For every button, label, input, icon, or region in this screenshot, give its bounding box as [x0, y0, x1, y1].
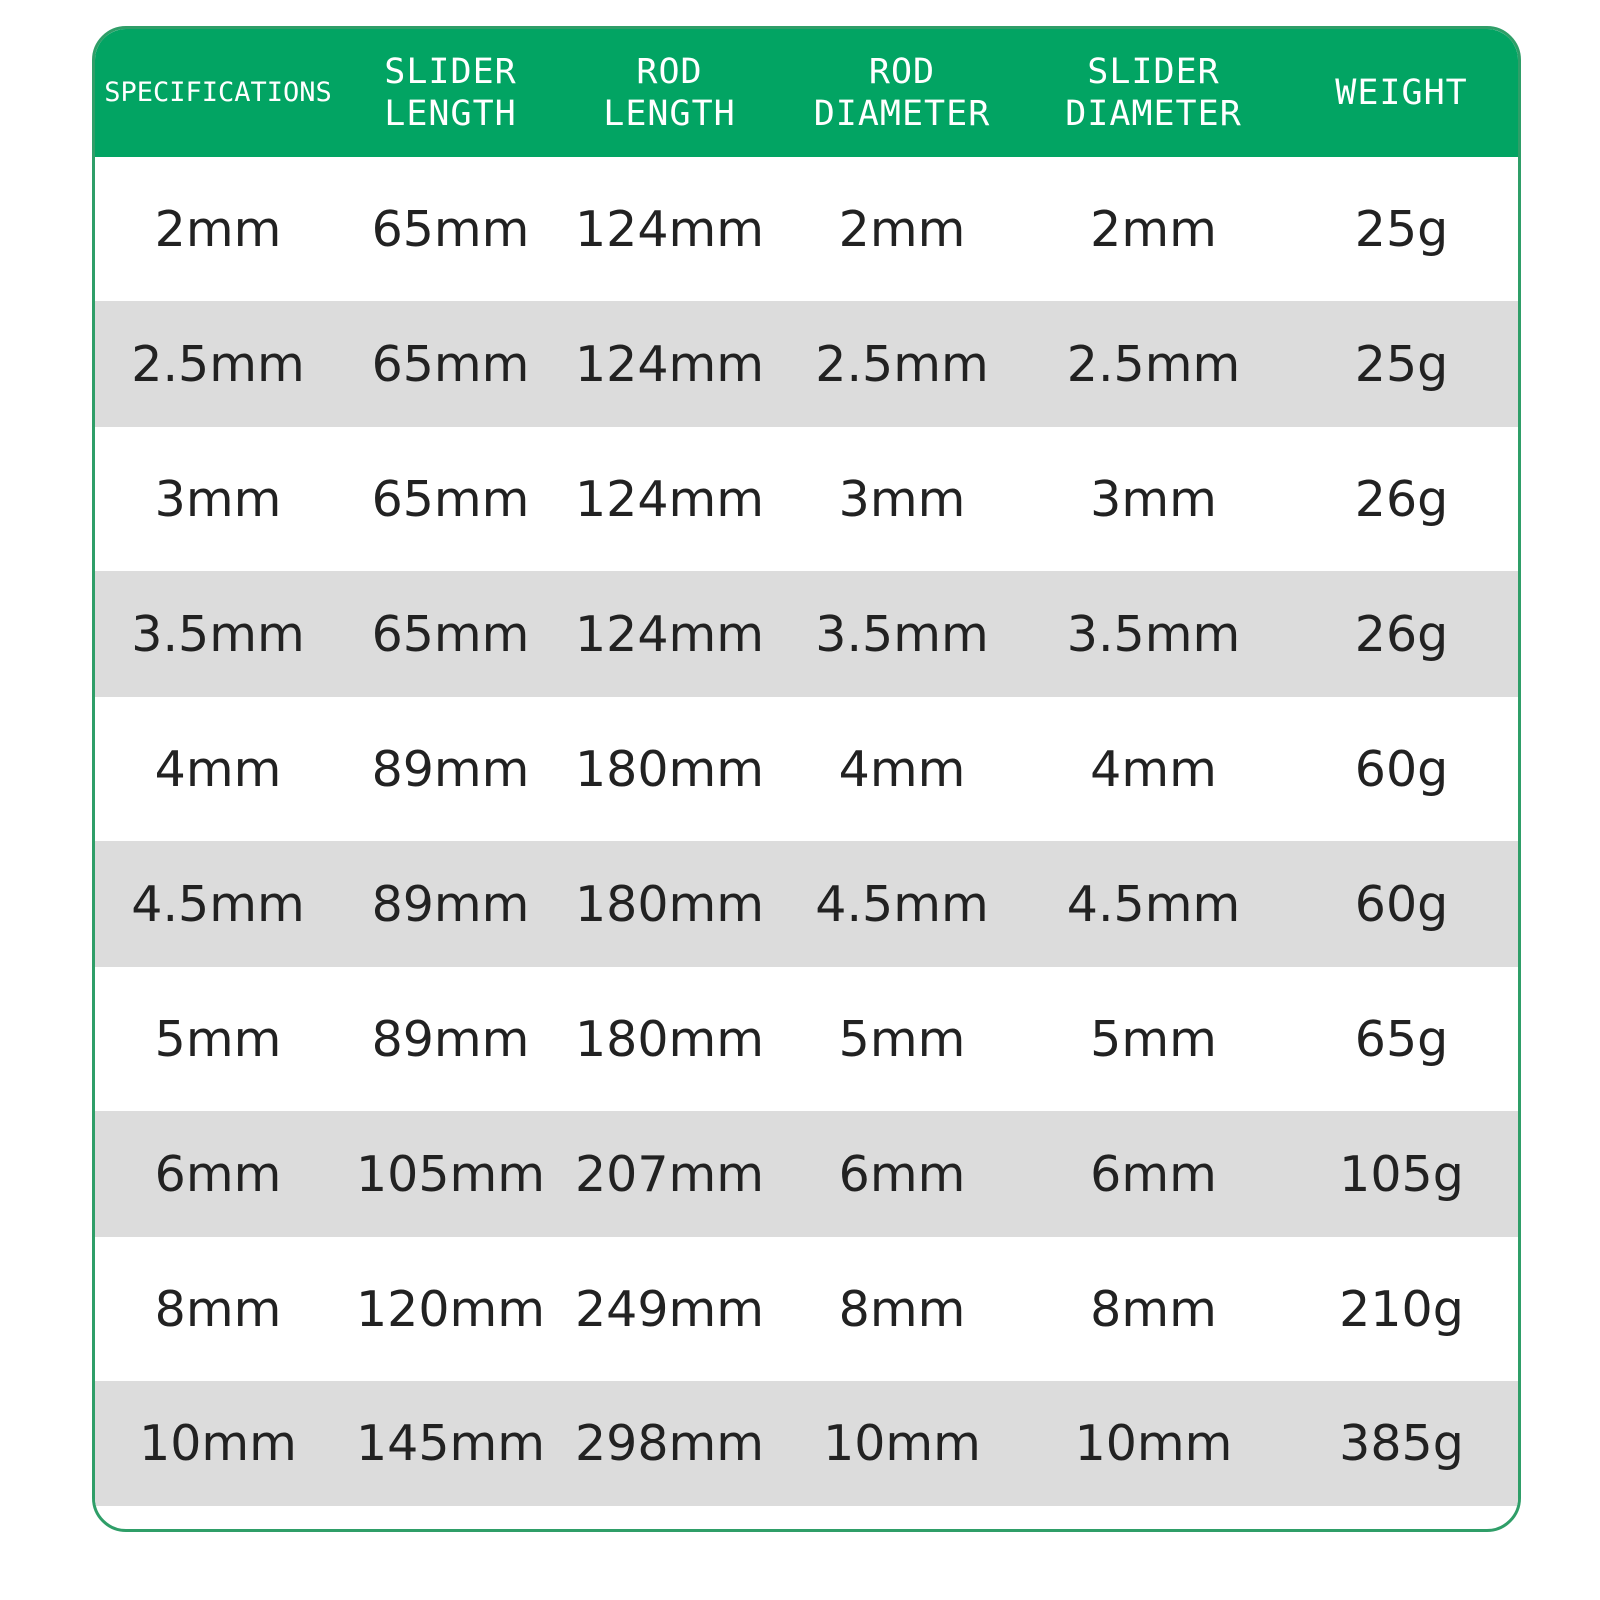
header-slider-diameter: SLIDER DIAMETER — [1065, 52, 1242, 134]
table-row — [95, 571, 1518, 697]
cell-slider-diameter: 8mm — [1090, 1280, 1217, 1338]
cell-rod-length: 124mm — [575, 470, 764, 528]
cell-rod-diameter: 10mm — [823, 1415, 981, 1472]
cell-slider-diameter: 3mm — [1090, 470, 1217, 528]
table-body — [95, 157, 1518, 1506]
cell-rod-length: 207mm — [575, 1145, 764, 1203]
cell-rod-length: 180mm — [575, 740, 764, 798]
cell-rod-diameter: 2mm — [838, 200, 966, 258]
cell-spec: 2mm — [154, 200, 282, 258]
cell-slider-diameter: 5mm — [1090, 1010, 1217, 1068]
cell-slider-diameter: 2.5mm — [1066, 335, 1241, 393]
cell-weight: 26g — [1354, 470, 1449, 528]
cell-rod-length: 124mm — [575, 605, 764, 663]
cell-slider-length: 89mm — [371, 740, 530, 798]
cell-weight: 60g — [1354, 740, 1449, 798]
cell-slider-length: 89mm — [371, 1010, 530, 1068]
cell-rod-length: 180mm — [575, 875, 764, 933]
cell-slider-length: 120mm — [356, 1280, 545, 1338]
cell-weight: 25g — [1354, 335, 1449, 393]
header-slider-length: SLIDER LENGTH — [384, 52, 517, 134]
cell-spec: 3mm — [154, 470, 282, 528]
cell-rod-diameter: 2.5mm — [815, 335, 989, 393]
cell-rod-diameter: 8mm — [838, 1280, 966, 1338]
cell-slider-diameter: 10mm — [1074, 1415, 1233, 1472]
cell-spec: 5mm — [154, 1010, 282, 1068]
cell-weight: 65g — [1354, 1010, 1449, 1068]
cell-weight: 385g — [1339, 1415, 1464, 1472]
cell-rod-diameter: 4.5mm — [815, 875, 989, 933]
cell-slider-length: 65mm — [371, 470, 530, 528]
cell-rod-diameter: 5mm — [838, 1010, 966, 1068]
cell-slider-diameter: 4.5mm — [1066, 875, 1241, 933]
cell-slider-length: 89mm — [371, 875, 530, 933]
cell-slider-diameter: 6mm — [1090, 1145, 1217, 1203]
cell-spec: 4.5mm — [131, 875, 305, 933]
cell-spec: 4mm — [154, 740, 282, 798]
table-row — [95, 1111, 1518, 1237]
header-rod-diameter: ROD DIAMETER — [813, 52, 991, 134]
cell-spec: 3.5mm — [131, 605, 305, 663]
table-row — [95, 697, 1518, 841]
cell-spec: 8mm — [154, 1280, 282, 1338]
cell-slider-length: 65mm — [371, 605, 530, 663]
table-row — [95, 427, 1518, 571]
table-row — [95, 1381, 1518, 1506]
table-row — [95, 301, 1518, 427]
cell-slider-diameter: 2mm — [1090, 200, 1217, 258]
cell-weight: 105g — [1339, 1145, 1464, 1203]
table-row — [95, 1237, 1518, 1381]
cell-rod-diameter: 3mm — [838, 470, 966, 528]
table-row — [95, 841, 1518, 967]
cell-slider-diameter: 3.5mm — [1066, 605, 1241, 663]
cell-rod-diameter: 4mm — [838, 740, 966, 798]
cell-slider-length: 145mm — [356, 1415, 545, 1472]
cell-rod-diameter: 6mm — [838, 1145, 966, 1203]
cell-rod-length: 180mm — [575, 1010, 764, 1068]
cell-spec: 6mm — [154, 1145, 282, 1203]
table-row — [95, 967, 1518, 1111]
cell-weight: 60g — [1354, 875, 1449, 933]
cell-rod-length: 249mm — [575, 1280, 764, 1338]
header-rod-length: ROD LENGTH — [603, 52, 736, 134]
cell-slider-length: 65mm — [371, 335, 530, 393]
cell-spec: 10mm — [139, 1415, 297, 1472]
table-row — [95, 157, 1518, 301]
spec-table — [92, 26, 1521, 1532]
cell-slider-diameter: 4mm — [1090, 740, 1217, 798]
table-header — [95, 29, 1518, 157]
header-weight: WEIGHT — [1335, 73, 1468, 113]
cell-slider-length: 105mm — [356, 1145, 545, 1203]
cell-weight: 210g — [1339, 1280, 1464, 1338]
cell-rod-length: 124mm — [575, 200, 764, 258]
cell-spec: 2.5mm — [131, 335, 305, 393]
cell-rod-diameter: 3.5mm — [815, 605, 989, 663]
cell-rod-length: 298mm — [575, 1415, 764, 1472]
cell-rod-length: 124mm — [575, 335, 764, 393]
cell-weight: 25g — [1354, 200, 1449, 258]
cell-weight: 26g — [1354, 605, 1449, 663]
cell-slider-length: 65mm — [371, 200, 530, 258]
header-specifications: SPECIFICATIONS — [104, 77, 332, 108]
